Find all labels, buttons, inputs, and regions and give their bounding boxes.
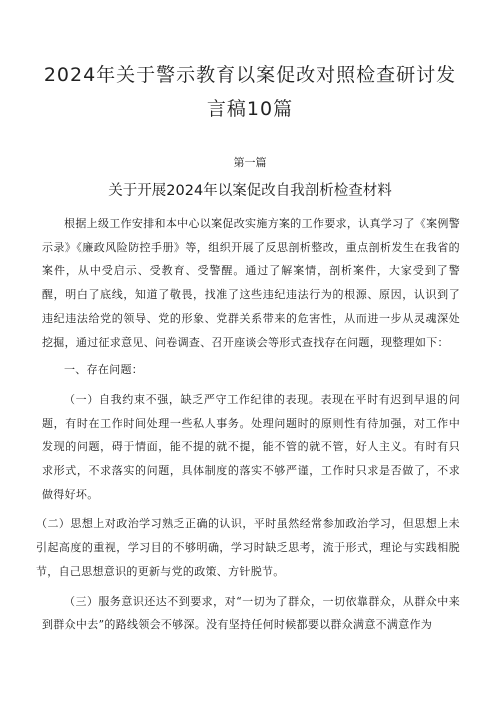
paragraph-item-2: （二）思想上对政治学习熟乏正确的认识，平时虽然经常参加政治学习，但思想上未引起高度的重视，学习目的不够明确，学习时缺乏思考，流于形式，理论与实践相脱节，自己思想意识的更新与党的政策、方针脱节。 (36, 517, 460, 578)
article-title: 关于开展2024年以案促改自我剖析检查材料 (108, 183, 392, 199)
article-body (36, 212, 460, 637)
document-title: 2024年关于警示教育以案促改对照检查研讨发言稿10篇 (43, 64, 457, 120)
heading-problems: 一、存在问题： (64, 363, 144, 377)
paragraph-item-3: （三）服务意识还达不到要求，对“一切为了群众，一切依靠群众，从群众中来到群众中去”的路线领会不够深。没有坚持任何时候都要以群众满意不满意作为 (42, 594, 460, 632)
paragraph-intro: 根据上级工作安排和本中心以案促改实施方案的工作要求，认真学习了《案例警示录》《廉政风险防控手册》等，组织开展了反思剖析整改，重点剖析发生在我省的案件，从中受启示、受教育、受警醒。通过了解案情，剖析案件，大家受到了警醒，明白了底线，知道了敬畏，找准了这些违纪违法行为的根源、原因，认识到了违纪违法给党的领导、党的形象、党群关系带来的危害性，从而进一步从灵魂深处挖掘，通过征求意见、问卷调查、召开座谈会等形式查找存在问题，现整理如下： (42, 217, 460, 349)
paragraph-item-1: （一）自我约束不强，缺乏严守工作纪律的表现。表现在平时有迟到早退的问题，有时在工作时间处理一些私人事务。处理问题时的原则性有待加强，对工作中发现的问题，碍于情面，能不提的就不提，能不管的就不管，好人主义。有时有只求形式，不求落实的问题，具体制度的落实不够严谨，工作时只求是否做了，不求做得好坏。 (42, 392, 460, 501)
section-label: 第一篇 (233, 156, 267, 169)
